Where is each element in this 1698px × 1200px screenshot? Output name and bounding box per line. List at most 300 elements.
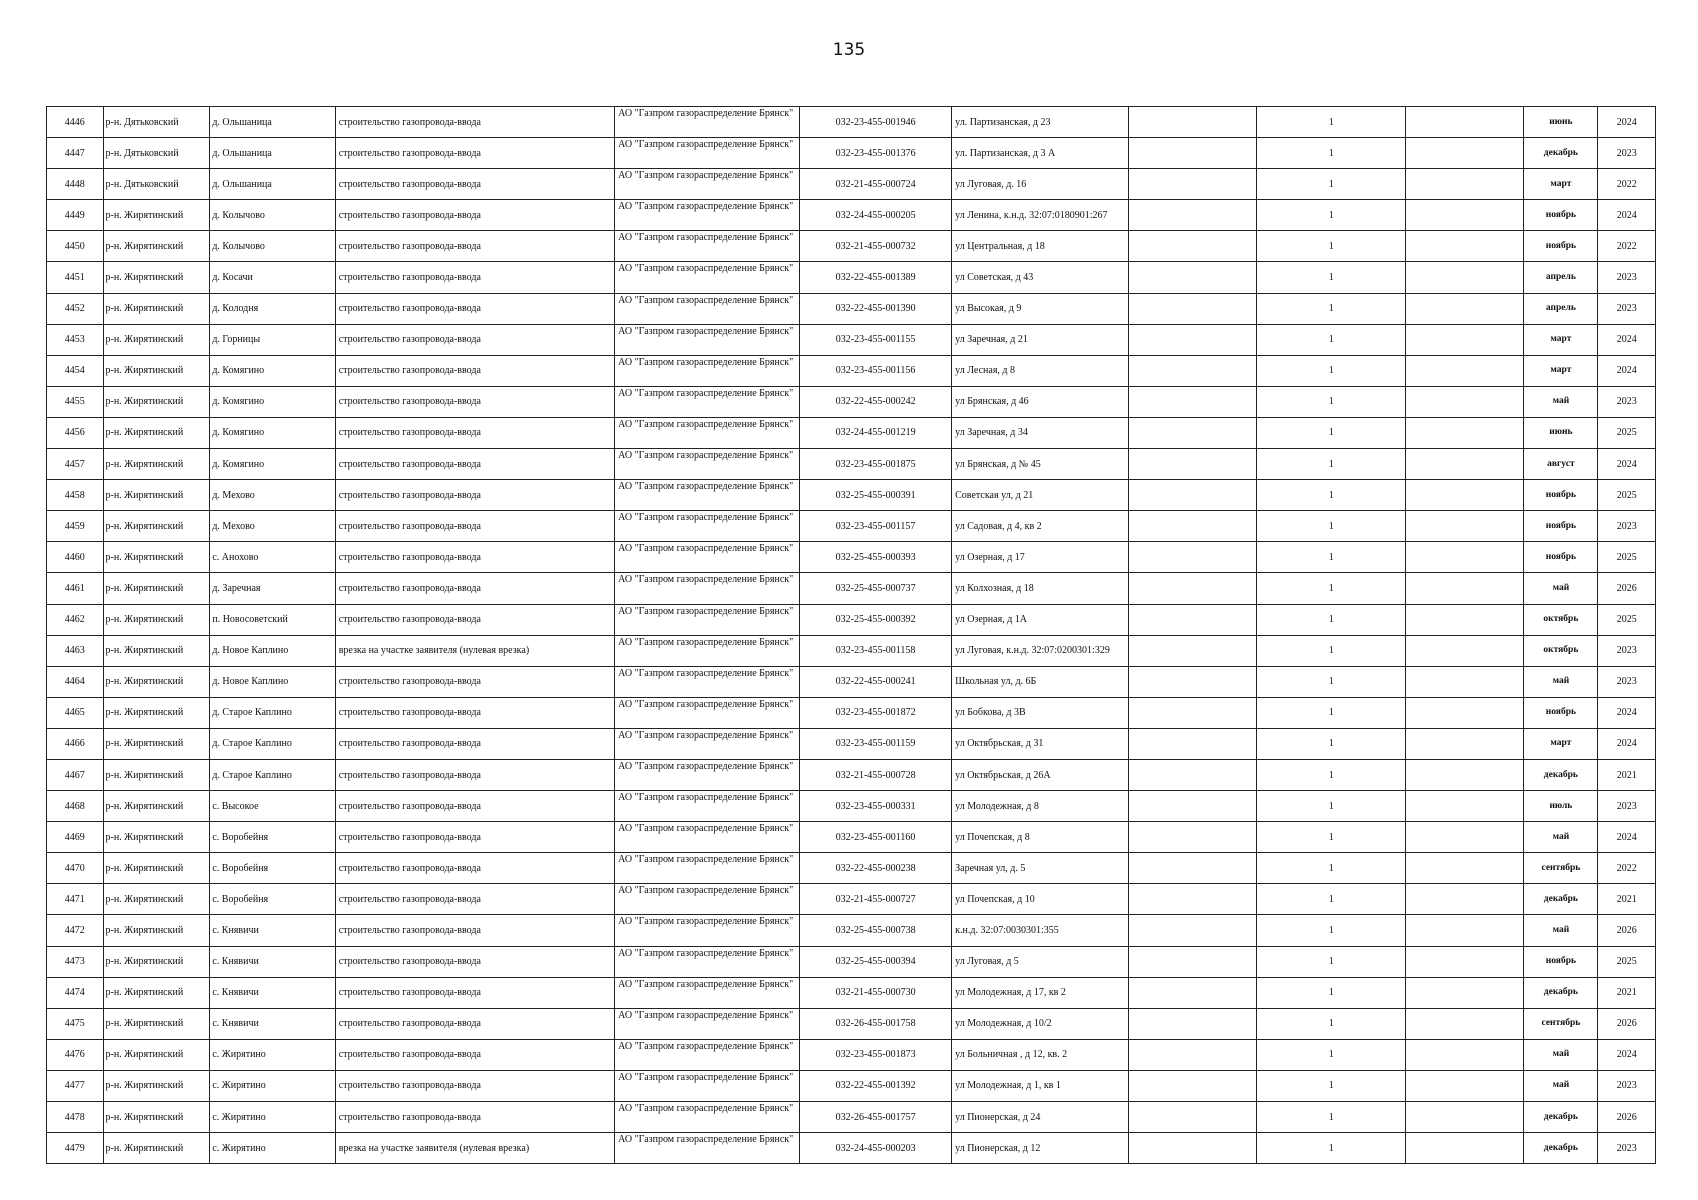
table-row — [47, 324, 1656, 355]
quantity-cell: 1 — [1257, 822, 1406, 853]
table-row — [47, 977, 1656, 1008]
table-row — [47, 169, 1656, 200]
locality-cell: д. Колычово — [210, 200, 335, 231]
address-cell: ул Октябрьская, д 31 — [952, 728, 1129, 759]
page-number: 135 — [832, 40, 866, 60]
empty-cell — [1128, 386, 1256, 417]
empty-cell — [1406, 107, 1524, 138]
row-number: 4471 — [47, 884, 104, 915]
code-cell: 032-21-455-000724 — [800, 169, 952, 200]
table-body — [47, 107, 1656, 1164]
work-type-cell: строительство газопровода-ввода — [335, 138, 614, 169]
row-number: 4446 — [47, 107, 104, 138]
district-cell: р-н. Жирятинский — [103, 542, 210, 573]
quantity-cell: 1 — [1257, 884, 1406, 915]
month-cell: март — [1524, 169, 1598, 200]
locality-cell: д. Старое Каплино — [210, 759, 335, 790]
locality-cell: д. Новое Каплино — [210, 666, 335, 697]
locality-cell: с. Княвичи — [210, 915, 335, 946]
row-number: 4477 — [47, 1070, 104, 1101]
locality-cell: д. Комягино — [210, 355, 335, 386]
district-cell: р-н. Жирятинский — [103, 324, 210, 355]
quantity-cell: 1 — [1257, 728, 1406, 759]
row-number: 4449 — [47, 200, 104, 231]
month-cell: май — [1524, 1039, 1598, 1070]
district-cell: р-н. Жирятинский — [103, 822, 210, 853]
organization-cell: АО "Газпром газораспределение Брянск" — [615, 946, 800, 977]
empty-cell — [1406, 946, 1524, 977]
work-type-cell: строительство газопровода-ввода — [335, 107, 614, 138]
organization-cell: АО "Газпром газораспределение Брянск" — [615, 915, 800, 946]
organization-cell: АО "Газпром газораспределение Брянск" — [615, 293, 800, 324]
year-cell: 2023 — [1598, 386, 1656, 417]
address-cell: ул Пионерская, д 12 — [952, 1133, 1129, 1164]
quantity-cell: 1 — [1257, 1039, 1406, 1070]
district-cell: р-н. Жирятинский — [103, 262, 210, 293]
empty-cell — [1128, 107, 1256, 138]
row-number: 4447 — [47, 138, 104, 169]
row-number: 4465 — [47, 697, 104, 728]
table-row — [47, 231, 1656, 262]
empty-cell — [1128, 231, 1256, 262]
code-cell: 032-24-455-000205 — [800, 200, 952, 231]
quantity-cell: 1 — [1257, 946, 1406, 977]
month-cell: май — [1524, 915, 1598, 946]
work-type-cell: строительство газопровода-ввода — [335, 1008, 614, 1039]
row-number: 4457 — [47, 449, 104, 480]
empty-cell — [1128, 884, 1256, 915]
quantity-cell: 1 — [1257, 697, 1406, 728]
address-cell: ул Лесная, д 8 — [952, 355, 1129, 386]
table-row — [47, 138, 1656, 169]
district-cell: р-н. Жирятинский — [103, 946, 210, 977]
empty-cell — [1406, 1070, 1524, 1101]
empty-cell — [1406, 853, 1524, 884]
code-cell: 032-23-455-001376 — [800, 138, 952, 169]
address-cell: ул Октябрьская, д 26А — [952, 759, 1129, 790]
table-row — [47, 480, 1656, 511]
work-type-cell: строительство газопровода-ввода — [335, 480, 614, 511]
organization-cell: АО "Газпром газораспределение Брянск" — [615, 573, 800, 604]
district-cell: р-н. Жирятинский — [103, 1039, 210, 1070]
table-row — [47, 200, 1656, 231]
work-type-cell: строительство газопровода-ввода — [335, 791, 614, 822]
table-row — [47, 1008, 1656, 1039]
organization-cell: АО "Газпром газораспределение Брянск" — [615, 355, 800, 386]
empty-cell — [1128, 355, 1256, 386]
empty-cell — [1128, 417, 1256, 448]
organization-cell: АО "Газпром газораспределение Брянск" — [615, 853, 800, 884]
month-cell: июнь — [1524, 417, 1598, 448]
locality-cell: д. Мехово — [210, 480, 335, 511]
organization-cell: АО "Газпром газораспределение Брянск" — [615, 511, 800, 542]
address-cell: ул Заречная, д 21 — [952, 324, 1129, 355]
work-type-cell: строительство газопровода-ввода — [335, 573, 614, 604]
code-cell: 032-22-455-001392 — [800, 1070, 952, 1101]
address-cell: Школьная ул, д. 6Б — [952, 666, 1129, 697]
work-type-cell: строительство газопровода-ввода — [335, 946, 614, 977]
district-cell: р-н. Жирятинский — [103, 853, 210, 884]
work-type-cell: строительство газопровода-ввода — [335, 1039, 614, 1070]
code-cell: 032-25-455-000393 — [800, 542, 952, 573]
empty-cell — [1128, 262, 1256, 293]
month-cell: декабрь — [1524, 1133, 1598, 1164]
empty-cell — [1406, 480, 1524, 511]
empty-cell — [1128, 822, 1256, 853]
work-type-cell: строительство газопровода-ввода — [335, 417, 614, 448]
empty-cell — [1406, 1102, 1524, 1133]
work-type-cell: строительство газопровода-ввода — [335, 511, 614, 542]
work-type-cell: строительство газопровода-ввода — [335, 169, 614, 200]
month-cell: ноябрь — [1524, 480, 1598, 511]
month-cell: ноябрь — [1524, 542, 1598, 573]
empty-cell — [1128, 1102, 1256, 1133]
table-row — [47, 1039, 1656, 1070]
quantity-cell: 1 — [1257, 449, 1406, 480]
district-cell: р-н. Жирятинский — [103, 759, 210, 790]
locality-cell: д. Мехово — [210, 511, 335, 542]
quantity-cell: 1 — [1257, 324, 1406, 355]
locality-cell: д. Колодня — [210, 293, 335, 324]
organization-cell: АО "Газпром газораспределение Брянск" — [615, 169, 800, 200]
empty-cell — [1128, 759, 1256, 790]
work-type-cell: строительство газопровода-ввода — [335, 324, 614, 355]
row-number: 4475 — [47, 1008, 104, 1039]
address-cell: ул Почепская, д 10 — [952, 884, 1129, 915]
district-cell: р-н. Жирятинский — [103, 1133, 210, 1164]
quantity-cell: 1 — [1257, 169, 1406, 200]
work-type-cell: строительство газопровода-ввода — [335, 231, 614, 262]
locality-cell: д. Ольшаница — [210, 107, 335, 138]
district-cell: р-н. Жирятинский — [103, 449, 210, 480]
address-cell: ул Центральная, д 18 — [952, 231, 1129, 262]
quantity-cell: 1 — [1257, 853, 1406, 884]
work-type-cell: строительство газопровода-ввода — [335, 355, 614, 386]
row-number: 4478 — [47, 1102, 104, 1133]
address-cell: ул. Партизанская, д 23 — [952, 107, 1129, 138]
year-cell: 2022 — [1598, 853, 1656, 884]
work-type-cell: строительство газопровода-ввода — [335, 542, 614, 573]
district-cell: р-н. Жирятинский — [103, 200, 210, 231]
year-cell: 2023 — [1598, 138, 1656, 169]
month-cell: апрель — [1524, 293, 1598, 324]
address-cell: ул Колхозная, д 18 — [952, 573, 1129, 604]
row-number: 4459 — [47, 511, 104, 542]
table-row — [47, 791, 1656, 822]
month-cell: июнь — [1524, 107, 1598, 138]
table-row — [47, 107, 1656, 138]
year-cell: 2025 — [1598, 417, 1656, 448]
row-number: 4455 — [47, 386, 104, 417]
quantity-cell: 1 — [1257, 791, 1406, 822]
code-cell: 032-23-455-001159 — [800, 728, 952, 759]
address-cell: ул Брянская, д № 45 — [952, 449, 1129, 480]
empty-cell — [1128, 169, 1256, 200]
month-cell: май — [1524, 1070, 1598, 1101]
code-cell: 032-24-455-001219 — [800, 417, 952, 448]
code-cell: 032-21-455-000730 — [800, 977, 952, 1008]
work-type-cell: строительство газопровода-ввода — [335, 822, 614, 853]
empty-cell — [1406, 759, 1524, 790]
year-cell: 2021 — [1598, 884, 1656, 915]
address-cell: Заречная ул, д. 5 — [952, 853, 1129, 884]
empty-cell — [1406, 697, 1524, 728]
year-cell: 2025 — [1598, 480, 1656, 511]
year-cell: 2021 — [1598, 977, 1656, 1008]
year-cell: 2024 — [1598, 107, 1656, 138]
quantity-cell: 1 — [1257, 635, 1406, 666]
address-cell: ул Луговая, д. 16 — [952, 169, 1129, 200]
empty-cell — [1406, 511, 1524, 542]
work-type-cell: строительство газопровода-ввода — [335, 884, 614, 915]
quantity-cell: 1 — [1257, 573, 1406, 604]
locality-cell: с. Жирятино — [210, 1039, 335, 1070]
year-cell: 2023 — [1598, 511, 1656, 542]
locality-cell: с. Воробейня — [210, 853, 335, 884]
quantity-cell: 1 — [1257, 355, 1406, 386]
month-cell: октябрь — [1524, 635, 1598, 666]
month-cell: ноябрь — [1524, 511, 1598, 542]
table-row — [47, 449, 1656, 480]
empty-cell — [1406, 666, 1524, 697]
quantity-cell: 1 — [1257, 107, 1406, 138]
organization-cell: АО "Газпром газораспределение Брянск" — [615, 728, 800, 759]
organization-cell: АО "Газпром газораспределение Брянск" — [615, 262, 800, 293]
work-type-cell: строительство газопровода-ввода — [335, 449, 614, 480]
month-cell: ноябрь — [1524, 697, 1598, 728]
empty-cell — [1406, 262, 1524, 293]
code-cell: 032-23-455-001156 — [800, 355, 952, 386]
month-cell: март — [1524, 355, 1598, 386]
locality-cell: д. Ольшаница — [210, 138, 335, 169]
organization-cell: АО "Газпром газораспределение Брянск" — [615, 386, 800, 417]
code-cell: 032-25-455-000392 — [800, 604, 952, 635]
quantity-cell: 1 — [1257, 1070, 1406, 1101]
district-cell: р-н. Жирятинский — [103, 355, 210, 386]
work-type-cell: строительство газопровода-ввода — [335, 293, 614, 324]
row-number: 4462 — [47, 604, 104, 635]
table-row — [47, 1102, 1656, 1133]
locality-cell: с. Воробейня — [210, 884, 335, 915]
organization-cell: АО "Газпром газораспределение Брянск" — [615, 1133, 800, 1164]
locality-cell: д. Горницы — [210, 324, 335, 355]
locality-cell: с. Жирятино — [210, 1133, 335, 1164]
year-cell: 2023 — [1598, 666, 1656, 697]
organization-cell: АО "Газпром газораспределение Брянск" — [615, 1008, 800, 1039]
work-type-cell: строительство газопровода-ввода — [335, 915, 614, 946]
empty-cell — [1128, 728, 1256, 759]
locality-cell: с. Анохово — [210, 542, 335, 573]
address-cell: ул Высокая, д 9 — [952, 293, 1129, 324]
organization-cell: АО "Газпром газораспределение Брянск" — [615, 666, 800, 697]
empty-cell — [1128, 511, 1256, 542]
row-number: 4454 — [47, 355, 104, 386]
locality-cell: д. Заречная — [210, 573, 335, 604]
empty-cell — [1128, 791, 1256, 822]
address-cell: ул Брянская, д 46 — [952, 386, 1129, 417]
district-cell: р-н. Жирятинский — [103, 1070, 210, 1101]
month-cell: май — [1524, 822, 1598, 853]
month-cell: декабрь — [1524, 977, 1598, 1008]
empty-cell — [1128, 480, 1256, 511]
year-cell: 2023 — [1598, 1133, 1656, 1164]
empty-cell — [1128, 449, 1256, 480]
row-number: 4453 — [47, 324, 104, 355]
code-cell: 032-22-455-000242 — [800, 386, 952, 417]
quantity-cell: 1 — [1257, 977, 1406, 1008]
table-row — [47, 604, 1656, 635]
empty-cell — [1406, 573, 1524, 604]
empty-cell — [1406, 1133, 1524, 1164]
table-row — [47, 635, 1656, 666]
code-cell: 032-25-455-000738 — [800, 915, 952, 946]
empty-cell — [1406, 977, 1524, 1008]
address-cell: ул Советская, д 43 — [952, 262, 1129, 293]
empty-cell — [1406, 169, 1524, 200]
year-cell: 2023 — [1598, 262, 1656, 293]
organization-cell: АО "Газпром газораспределение Брянск" — [615, 200, 800, 231]
month-cell: март — [1524, 324, 1598, 355]
district-cell: р-н. Жирятинский — [103, 511, 210, 542]
row-number: 4461 — [47, 573, 104, 604]
code-cell: 032-21-455-000727 — [800, 884, 952, 915]
quantity-cell: 1 — [1257, 759, 1406, 790]
quantity-cell: 1 — [1257, 542, 1406, 573]
table-row — [47, 542, 1656, 573]
table-row — [47, 293, 1656, 324]
organization-cell: АО "Газпром газораспределение Брянск" — [615, 791, 800, 822]
work-type-cell: строительство газопровода-ввода — [335, 759, 614, 790]
locality-cell: с. Воробейня — [210, 822, 335, 853]
work-type-cell: строительство газопровода-ввода — [335, 697, 614, 728]
organization-cell: АО "Газпром газораспределение Брянск" — [615, 977, 800, 1008]
row-number: 4463 — [47, 635, 104, 666]
address-cell: ул Больничная , д 12, кв. 2 — [952, 1039, 1129, 1070]
year-cell: 2024 — [1598, 822, 1656, 853]
month-cell: декабрь — [1524, 884, 1598, 915]
row-number: 4456 — [47, 417, 104, 448]
empty-cell — [1128, 666, 1256, 697]
address-cell: ул Пионерская, д 24 — [952, 1102, 1129, 1133]
code-cell: 032-24-455-000203 — [800, 1133, 952, 1164]
address-cell: к.н.д. 32:07:0030301:355 — [952, 915, 1129, 946]
empty-cell — [1406, 386, 1524, 417]
empty-cell — [1406, 355, 1524, 386]
code-cell: 032-23-455-001155 — [800, 324, 952, 355]
locality-cell: с. Жирятино — [210, 1102, 335, 1133]
table-row — [47, 946, 1656, 977]
work-type-cell: строительство газопровода-ввода — [335, 1070, 614, 1101]
table-row — [47, 355, 1656, 386]
year-cell: 2022 — [1598, 231, 1656, 262]
work-type-cell: строительство газопровода-ввода — [335, 386, 614, 417]
organization-cell: АО "Газпром газораспределение Брянск" — [615, 822, 800, 853]
code-cell: 032-25-455-000737 — [800, 573, 952, 604]
address-cell: ул Молодежная, д 1, кв 1 — [952, 1070, 1129, 1101]
table-row — [47, 262, 1656, 293]
organization-cell: АО "Газпром газораспределение Брянск" — [615, 324, 800, 355]
district-cell: р-н. Жирятинский — [103, 635, 210, 666]
district-cell: р-н. Жирятинский — [103, 666, 210, 697]
address-cell: Советская ул, д 21 — [952, 480, 1129, 511]
month-cell: декабрь — [1524, 138, 1598, 169]
district-cell: р-н. Жирятинский — [103, 604, 210, 635]
empty-cell — [1406, 915, 1524, 946]
locality-cell: п. Новосоветский — [210, 604, 335, 635]
locality-cell: д. Колычово — [210, 231, 335, 262]
row-number: 4472 — [47, 915, 104, 946]
district-cell: р-н. Жирятинский — [103, 417, 210, 448]
month-cell: декабрь — [1524, 1102, 1598, 1133]
code-cell: 032-26-455-001758 — [800, 1008, 952, 1039]
year-cell: 2023 — [1598, 791, 1656, 822]
empty-cell — [1128, 946, 1256, 977]
year-cell: 2026 — [1598, 573, 1656, 604]
locality-cell: с. Высокое — [210, 791, 335, 822]
organization-cell: АО "Газпром газораспределение Брянск" — [615, 138, 800, 169]
empty-cell — [1406, 324, 1524, 355]
year-cell: 2023 — [1598, 293, 1656, 324]
address-cell: ул Молодежная, д 17, кв 2 — [952, 977, 1129, 1008]
month-cell: август — [1524, 449, 1598, 480]
year-cell: 2024 — [1598, 697, 1656, 728]
empty-cell — [1406, 1008, 1524, 1039]
row-number: 4476 — [47, 1039, 104, 1070]
empty-cell — [1128, 200, 1256, 231]
year-cell: 2024 — [1598, 1039, 1656, 1070]
organization-cell: АО "Газпром газораспределение Брянск" — [615, 697, 800, 728]
address-cell: ул Садовая, д 4, кв 2 — [952, 511, 1129, 542]
empty-cell — [1128, 1039, 1256, 1070]
row-number: 4479 — [47, 1133, 104, 1164]
organization-cell: АО "Газпром газораспределение Брянск" — [615, 231, 800, 262]
work-type-cell: строительство газопровода-ввода — [335, 1102, 614, 1133]
row-number: 4467 — [47, 759, 104, 790]
row-number: 4468 — [47, 791, 104, 822]
code-cell: 032-22-455-001390 — [800, 293, 952, 324]
year-cell: 2026 — [1598, 1008, 1656, 1039]
code-cell: 032-23-455-001946 — [800, 107, 952, 138]
district-cell: р-н. Жирятинский — [103, 1102, 210, 1133]
row-number: 4470 — [47, 853, 104, 884]
table-row — [47, 1133, 1656, 1164]
quantity-cell: 1 — [1257, 511, 1406, 542]
table-row — [47, 386, 1656, 417]
district-cell: р-н. Дятьковский — [103, 107, 210, 138]
work-type-cell: строительство газопровода-ввода — [335, 604, 614, 635]
table-row — [47, 853, 1656, 884]
empty-cell — [1406, 635, 1524, 666]
quantity-cell: 1 — [1257, 386, 1406, 417]
organization-cell: АО "Газпром газораспределение Брянск" — [615, 480, 800, 511]
quantity-cell: 1 — [1257, 200, 1406, 231]
year-cell: 2025 — [1598, 604, 1656, 635]
organization-cell: АО "Газпром газораспределение Брянск" — [615, 1039, 800, 1070]
year-cell: 2024 — [1598, 200, 1656, 231]
address-cell: ул Озерная, д 1А — [952, 604, 1129, 635]
year-cell: 2021 — [1598, 759, 1656, 790]
district-cell: р-н. Жирятинский — [103, 977, 210, 1008]
district-cell: р-н. Жирятинский — [103, 386, 210, 417]
quantity-cell: 1 — [1257, 138, 1406, 169]
empty-cell — [1406, 822, 1524, 853]
district-cell: р-н. Жирятинский — [103, 791, 210, 822]
row-number: 4469 — [47, 822, 104, 853]
empty-cell — [1406, 417, 1524, 448]
table-row — [47, 728, 1656, 759]
year-cell: 2023 — [1598, 635, 1656, 666]
records-table — [46, 106, 1656, 1164]
